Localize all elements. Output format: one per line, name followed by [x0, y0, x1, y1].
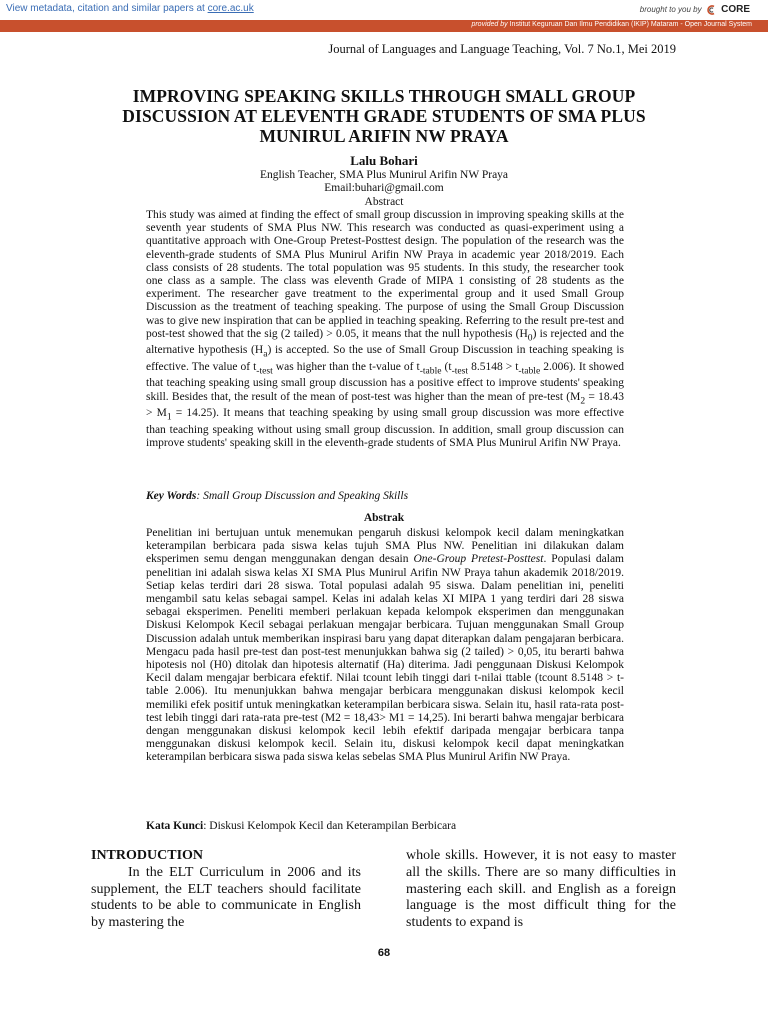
abstract-body [146, 209, 624, 450]
abstrak-heading: Abstrak [363, 512, 405, 524]
core-logo-icon [707, 5, 717, 15]
abstract-subscript: a [263, 348, 268, 360]
abstract-subscript: -table [419, 365, 442, 377]
author-name: Lalu Bohari [350, 153, 418, 168]
abstrak-body [146, 527, 624, 765]
provided-by-bar [0, 20, 768, 32]
key-words [146, 490, 624, 502]
abstract-text: = 18.43 > M [146, 390, 624, 420]
page-number: 68 [377, 947, 391, 959]
key-words-text: : Small Group Discussion and Speaking Skills [196, 490, 409, 502]
abstract-text: (t [441, 360, 452, 373]
kata-kunci-text: : Diskusi Kelompok Kecil dan Keterampilan Berbicara [203, 820, 457, 832]
abstrak-text: . Populasi dalam penelitian ini adalah siswa kelas XI SMA Plus Munirul Arifin NW Praya tahun akademik 2018/2019. Setiap kelas terdiri dari 28 siswa. Total populasi adalah 95 siswa. Dalam penelitian ini, peneliti mengambil satu kelas sebagai sampel. Kelas ini adalah kelas XI MIPA 1 yang terdiri dari 28 siswa sebagai eksperimen. Peneliti memberi perlakuan kepada kelompok eksperimen dan menggunakan Diskusi Kelompok Kecil sebagai perlakuan mengajar berbicara. Tujuan menggunakan Small Group Discussion adalah untuk memberikan inspirasi baru yang dapat diterapkan dalam pengajaran berbicara. Mengacu pada hasil pre-test dan post-test menunjukkan bahwa sig (2 tailed) > 0,05, itu berarti bahwa hipotesis nol (H0) ditolak dan hipotesis alternatif (Ha) diterima. Jadi penggunaan Diskusi Kelompok Kecil dalam mengajar berbicara efektif. Nilai tcount lebih tinggi dari t-nilai ttable (tcount 8.5148 > t-table 2.006). Itu menunjukkan bahwa mengajar berbicara menggunakan diskusi kelompok kecil memiliki efek positif untuk meningkatkan keterampilan berbicara siswa. Selain itu, hasil rata-rata post-test lebih tinggi dari rata-rata pre-test (M2 = 18,43> M1 = 14,25). Ini berarti bahwa mengajar berbicara dengan menggunakan diskusi kelompok kecil lebih efektif daripada mengajar berbicara tanpa menggunakan diskusi kelompok kecil. Selain itu, diskusi kelompok kecil dapat meningkatkan keterampilan berbicara siswa pada siswa kelas sebelas SMA Plus Munirul Arifin NW Praya. [146, 553, 625, 764]
abstract-subscript: -test [256, 365, 273, 377]
abstract-text: 8.5148 > t [468, 360, 519, 373]
abstract-subscript: -test [451, 365, 469, 377]
abstract-text: was higher than the t-value of t [272, 360, 420, 373]
key-words-label: Key Words [146, 490, 197, 502]
abstract-subscript: 1 [166, 411, 172, 423]
abstract-text: ) is accepted. So the use of Small Group Discussion in teaching speaking is effective. The value of t [146, 344, 625, 373]
brought-by [640, 4, 750, 15]
brought-by-text: brought to you by [639, 5, 702, 14]
abstrak-text: Penelitian ini bertujuan untuk menemukan pengaruh diskusi kelompok kecil dalam meningkatkan keterampilan berbicara pada siswa kelas tujuh SMA Plus NW. Penelitian ini dilakukan dalam eksperimen semu dengan menggunakan dengan desain [146, 527, 624, 566]
author-email: Email:buhari@gmail.com [324, 182, 444, 194]
abstract-heading: Abstract [364, 196, 404, 208]
metadata-link-line[interactable] [6, 3, 254, 14]
author-affiliation: English Teacher, SMA Plus Munirul Arifin NW Praya [259, 169, 509, 181]
abstract-subscript: 2 [580, 394, 586, 406]
introduction-heading: INTRODUCTION [91, 848, 204, 863]
introduction-column-left [91, 848, 361, 932]
introduction-text-left: In the ELT Curriculum in 2006 and its supplement, the ELT teachers should facilitate students to be able to communicate in English by mastering the [91, 864, 361, 931]
core-banner [0, 0, 768, 21]
core-link[interactable]: core.ac.uk [207, 3, 254, 14]
abstract-text: This study was aimed at finding the effect of small group discussion in improving speaking skills at the seventh year students of SMA Plus NW. This research was conducted as quasi-experiment using a quantitative approach with One-Group Pretest-Posttest design. The population of the research was the eleventh-grade students of SMA Plus Munirul Arifin NW Praya in academic year 2018/2019. Each class consists of 28 students. The total population was 95 students. In this study, the researcher took one class as a sample. The class was eleventh Grade of MIPA 1 consisting of 28 students as the experiment. The researcher gave treatment to the experimental group and it used Small Group Discussion as the treatment of teaching speaking. The purpose of using the Small Group Discussion was to give new inspiration that can be applied in teaching speaking. Referring to the result pre-test and post-test showed that the sig (2 tailed) > 0.05, it means that the null hypothesis (H [146, 209, 624, 340]
introduction-text-right: whole skills. However, it is not easy to master all the skills. There are so many difficulties in mastering each skill. and English as a foreign language is the most difficult thing for the students to expand is [406, 848, 676, 931]
metadata-text: View metadata, citation and similar papers at [6, 3, 208, 14]
provided-prefix: provided by [471, 21, 508, 28]
abstract-text: = 14.25). It means that teaching speaking by using small group discussion was more effective than teaching speaking without using small group discussion. In addition, small group discussion can improve students' speaking skill in the eleventh-grade students of SMA Plus Munirul Arifin NW Praya. [146, 407, 624, 449]
kata-kunci [146, 820, 624, 832]
abstract-subscript: -table [518, 365, 541, 377]
journal-header: Journal of Languages and Language Teaching, Vol. 7 No.1, Mei 2019 [328, 42, 676, 56]
kata-kunci-label: Kata Kunci [146, 820, 204, 832]
core-brand: CORE [721, 4, 750, 15]
abstract-text: 2.006). It showed that teaching speaking using small group discussion has a positive effect to improve students' speaking skill. Besides that, the result of the mean of post-test was higher than the mean of pre-test (M [146, 360, 624, 403]
provided-by-text[interactable] [471, 21, 752, 28]
paper-title: IMPROVING SPEAKING SKILLS THROUGH SMALL GROUP DISCUSSION AT ELEVENTH GRADE STUDENTS OF SMA PLUS MUNIRUL ARIFIN NW PRAYA [122, 86, 646, 146]
abstract-subscript: 0 [527, 332, 533, 344]
provided-institution: Institut Keguruan Dan Ilmu Pendidikan (IKIP) Mataram - Open Journal System [507, 21, 752, 28]
introduction-column-right [406, 848, 676, 932]
abstrak-italic: One-Group Pretest-Posttest [413, 553, 544, 566]
abstract-text: ) is rejected and the alternative hypothesis (H [146, 327, 624, 357]
